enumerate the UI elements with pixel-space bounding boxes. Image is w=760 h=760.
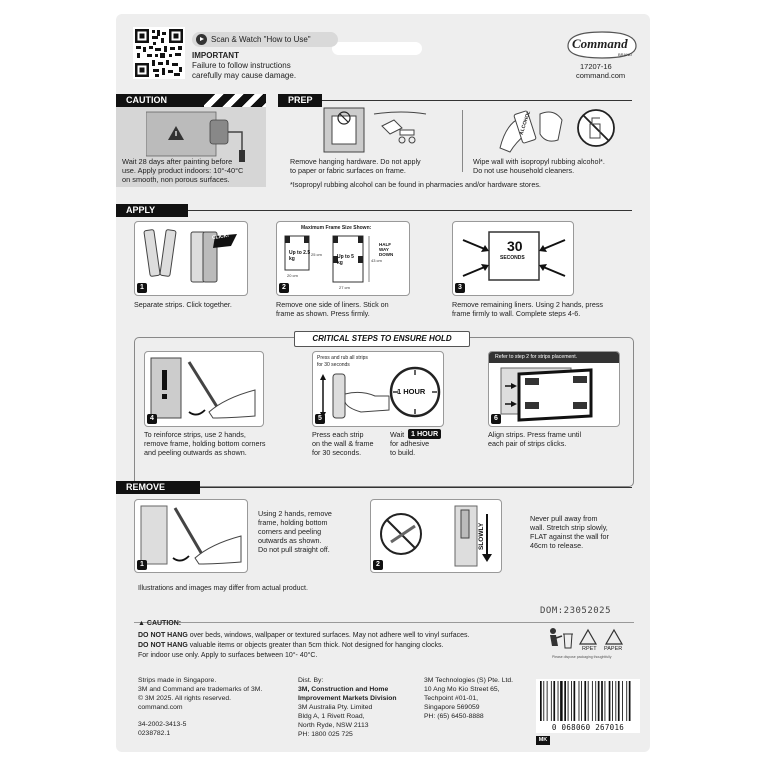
apply-step-1-panel (134, 221, 248, 296)
scan-watch-label: Scan & Watch "How to Use" (211, 35, 311, 44)
barcode-bar (622, 681, 623, 721)
warning-triangle-icon: ▲ (138, 620, 145, 627)
product-code: 17207-16 (580, 62, 612, 71)
important-text-2: carefully may cause damage. (192, 71, 297, 80)
critical-step-4-line-1: To reinforce strips, use 2 hands, (144, 430, 246, 439)
step2-header: Maximum Frame Size Shown: (301, 225, 372, 231)
paint-roller-icon (146, 110, 256, 164)
barcode-bar (598, 681, 600, 721)
prep-line-1: Remove hanging hardware. Do not apply (290, 157, 421, 166)
wait-word: Wait (390, 430, 405, 439)
remove-step-2-panel (370, 499, 502, 573)
warnings-rule (134, 622, 634, 623)
barcode-bar (609, 681, 611, 721)
footer-col-2-line-6: North Ryde, NSW 2113 (298, 722, 369, 729)
prep-line-2: to paper or fabric surfaces on frame. (290, 166, 406, 175)
barcode-bar (551, 681, 552, 721)
remove-step-1-line-3: corners and peeling (258, 527, 322, 536)
remove-step-2-line-1: Never pull away from (530, 514, 598, 523)
critical-step-5-panel (312, 351, 444, 427)
apply-step-3-line-1: Remove remaining liners. Using 2 hands, press (452, 300, 604, 309)
remove-step-1-line-5: Do not pull straight off. (258, 545, 330, 554)
recycle-note: Please dispose packaging thoughtfully (552, 655, 612, 659)
warning-line-1-text: over beds, windows, wallpaper or textured surfaces. May not adhere well to vinyl surfaces. (187, 632, 470, 639)
warning-line-1 (138, 631, 469, 640)
warning-line-2-bold: DO NOT HANG (138, 642, 188, 649)
align-strips-icon (499, 366, 613, 422)
important-text-1: Failure to follow instructions (192, 61, 291, 70)
critical-step-5-line-2: on the wall & frame (312, 439, 374, 448)
caution-title: CAUTION (126, 95, 167, 105)
apply-step-3-num: 3 (455, 283, 465, 293)
step5-header-1: Press and rub all strips (317, 355, 368, 361)
package-back-card (116, 14, 650, 752)
footer-codes (138, 720, 186, 738)
barcode-bar (592, 681, 593, 721)
wait-line-2: for adhesive (390, 439, 430, 448)
prep-right-line-1: Wipe wall with isopropyl rubbing alcohol*. (473, 157, 605, 166)
brand-sub: BRAND (618, 52, 633, 57)
apply-step-2-num: 2 (279, 283, 289, 293)
hour-label: 1 HOUR (397, 387, 426, 396)
hang-hole (332, 42, 422, 55)
barcode[interactable] (536, 679, 640, 733)
barcode-bar (629, 681, 631, 721)
remove-peel-icon (139, 504, 245, 568)
footer-col-1-line-1: Strips made in Singapore. (138, 677, 217, 684)
barcode-bar (584, 681, 586, 721)
footer-col-3-line-4: Singapore 569059 (424, 704, 480, 711)
command-logo (566, 28, 638, 62)
footer-col-2-line-3: Improvement Markets Division (298, 695, 397, 702)
wipe-wall-icon (496, 104, 626, 154)
rpet-label: RPET (582, 646, 597, 652)
barcode-bar (626, 681, 627, 721)
barcode-bar (568, 681, 569, 721)
apply-click-label: CLICK! (211, 232, 230, 242)
footer-col-2-line-7: PH: 1800 025 725 (298, 731, 353, 738)
apply-step-2-line-2: frame as shown. Press firmly. (276, 309, 370, 318)
apply-step-3-line-2: frame firmly to wall. Complete steps 4-6. (452, 309, 581, 318)
remove-step-1-line-4: outwards as shown. (258, 536, 322, 545)
barcode-bar (564, 681, 566, 721)
alcohol-label: ALCOHOL (518, 110, 533, 136)
prep-divider (462, 110, 463, 172)
play-icon (196, 34, 207, 45)
step6-header: Refer to step 2 for strips placement. (489, 352, 619, 363)
warning-line-1-bold: DO NOT HANG (138, 632, 188, 639)
footer-code-2: 0238782.1 (138, 730, 171, 737)
peel-corner-icon (149, 356, 259, 422)
barcode-digits: 0 068060 267016 (551, 723, 625, 732)
footer-col-2-line-2: 3M, Construction and Home (298, 686, 389, 693)
barcode-bar (560, 681, 563, 721)
footer-col-2-line-4: 3M Australia Pty. Limited (298, 704, 373, 711)
prep-title: PREP (288, 95, 313, 105)
remove-rule (200, 487, 632, 488)
step2-small: Up to 2.5 kg (289, 250, 311, 262)
prep-rule (322, 100, 632, 101)
critical-step-4-panel (144, 351, 264, 427)
barcode-bars (536, 679, 640, 723)
footer-col-3-line-5: PH: (65) 6450-8888 (424, 713, 484, 720)
brand-name: Command (572, 36, 628, 51)
remove-step-1-line-2: frame, holding bottom (258, 518, 328, 527)
dom-code: DOM:23052025 (540, 606, 612, 616)
footer-col-2-line-5: Bldg A, 1 Rivett Road, (298, 713, 365, 720)
apply-step-2-line-1: Remove one side of liners. Stick on (276, 300, 389, 309)
footer-col-3 (424, 676, 513, 721)
apply-step-3-panel (452, 221, 574, 296)
step2-large: Up to 5 kg (337, 254, 354, 266)
critical-step-6-line-1: Align strips. Press frame until (488, 430, 582, 439)
prep-right-line-2: Do not use household cleaners. (473, 166, 575, 175)
barcode-bar (543, 681, 544, 721)
warning-line-3: For indoor use only. Apply to surfaces between 10°- 40°C. (138, 652, 318, 659)
remove-step-1-line-1: Using 2 hands, remove (258, 509, 332, 518)
remove-step-2-line-2: wall. Stretch strip slowly, (530, 523, 608, 532)
barcode-bar (540, 681, 542, 721)
barcode-bar (547, 681, 548, 721)
caution-line-1: Wait 28 days after painting before (122, 157, 233, 166)
critical-step-5-line-1: Press each strip (312, 430, 364, 439)
remove-step-2-line-4: 46cm to release. (530, 541, 584, 550)
barcode-bar (558, 681, 559, 721)
qr-code-icon[interactable] (133, 27, 185, 79)
warning-title: CAUTION: (146, 620, 182, 627)
step2-dim-1: 20 cm (287, 273, 298, 278)
footer-col-2 (298, 676, 397, 739)
footer-code-1: 34-2002-3413-5 (138, 721, 187, 728)
frame-hardware-icon (322, 106, 432, 158)
critical-step-5-num: 5 (315, 414, 325, 424)
apply-step-1-num: 1 (137, 283, 147, 293)
barcode-bar (601, 681, 603, 721)
prep-header (278, 94, 322, 107)
critical-step-4-line-3: and peeling outwards as shown. (144, 448, 247, 457)
caution-stripes (204, 94, 266, 107)
critical-title: CRITICAL STEPS TO ENSURE HOLD (294, 331, 470, 347)
critical-step-5-line-3: for 30 seconds. (312, 448, 362, 457)
remove-step-1-panel (134, 499, 248, 573)
apply-rule (188, 210, 632, 211)
prep-footnote: *Isopropyl rubbing alcohol can be found in pharmacies and/or hardware stores. (290, 180, 541, 189)
warning-title-wrap (138, 620, 181, 627)
barcode-bar (612, 681, 613, 721)
wait-line-3: to build. (390, 448, 416, 457)
website: command.com (576, 71, 626, 80)
disclaimer: Illustrations and images may differ from actual product. (138, 585, 308, 592)
step5-header-2: for 30 seconds (317, 362, 350, 368)
apply-step-1-text: Separate strips. Click together. (134, 300, 232, 309)
barcode-bar (605, 681, 606, 721)
caution-header (116, 94, 204, 107)
remove-step-2-num: 2 (373, 560, 383, 570)
remove-step-1-num: 1 (137, 560, 147, 570)
step2-halfway: HALF WAY DOWN (379, 242, 394, 257)
footer-col-2-line-1: Dist. By: (298, 677, 324, 684)
critical-step-4-line-2: remove frame, holding bottom corners (144, 439, 266, 448)
step3-seconds: 30 (507, 238, 523, 254)
critical-step-4-num: 4 (147, 414, 157, 424)
warning-line-2-text: valuable items or objects greater than 5cm thick. Not designed for hanging clocks. (187, 642, 444, 649)
footer-col-1-line-3: © 3M 2025. All rights reserved. (138, 695, 232, 702)
footer-col-3-line-1: 3M Technologies (S) Pte. Ltd. (424, 677, 514, 684)
scan-watch-button[interactable] (192, 32, 338, 47)
slowly-label: SLOWLY (478, 522, 485, 550)
footer-col-3-line-2: 10 Ang Mo Kio Street 65, (424, 686, 500, 693)
critical-step-6-num: 6 (491, 414, 501, 424)
barcode-bar (553, 681, 555, 721)
apply-header (116, 204, 188, 217)
footer-col-3-line-3: Techpoint #01-01, (424, 695, 479, 702)
step2-dim-3: 27 cm (339, 285, 350, 290)
warning-line-2 (138, 641, 443, 650)
critical-step-6-line-2: each pair of strips clicks. (488, 439, 567, 448)
apply-title: APPLY (126, 205, 156, 215)
remove-step-2-line-3: FLAT against the wall for (530, 532, 609, 541)
footer-col-1-line-2: 3M and Command are trademarks of 3M. (138, 686, 263, 693)
barcode-bar (571, 681, 572, 721)
caution-line-3: on smooth, non porous surfaces. (122, 175, 230, 184)
barcode-bar (579, 681, 580, 721)
barcode-bar (618, 681, 620, 721)
rub-strip-icon (317, 370, 393, 422)
wait-badge: 1 HOUR (408, 429, 441, 439)
barcode-bar (588, 681, 589, 721)
barcode-bar (581, 681, 582, 721)
paper-label: PAPER (604, 646, 623, 652)
step2-dim-4: 43 cm (371, 258, 382, 263)
caution-line-2: use. Apply product indoors: 10°-40°C (122, 166, 244, 175)
mk-badge: MK (536, 736, 550, 745)
step3-seconds-label: SECONDS (500, 255, 525, 261)
important-title: IMPORTANT (192, 51, 239, 60)
critical-step-6-panel (488, 351, 620, 427)
footer-col-1 (138, 676, 262, 712)
step2-dim-2: 25 cm (311, 252, 322, 257)
footer-col-1-line-4: command.com (138, 704, 183, 711)
barcode-bar (615, 681, 616, 721)
remove-title: REMOVE (126, 482, 166, 492)
apply-step-2-panel (276, 221, 410, 296)
remove-header (116, 481, 200, 494)
barcode-bar (574, 681, 576, 721)
barcode-bar (595, 681, 596, 721)
